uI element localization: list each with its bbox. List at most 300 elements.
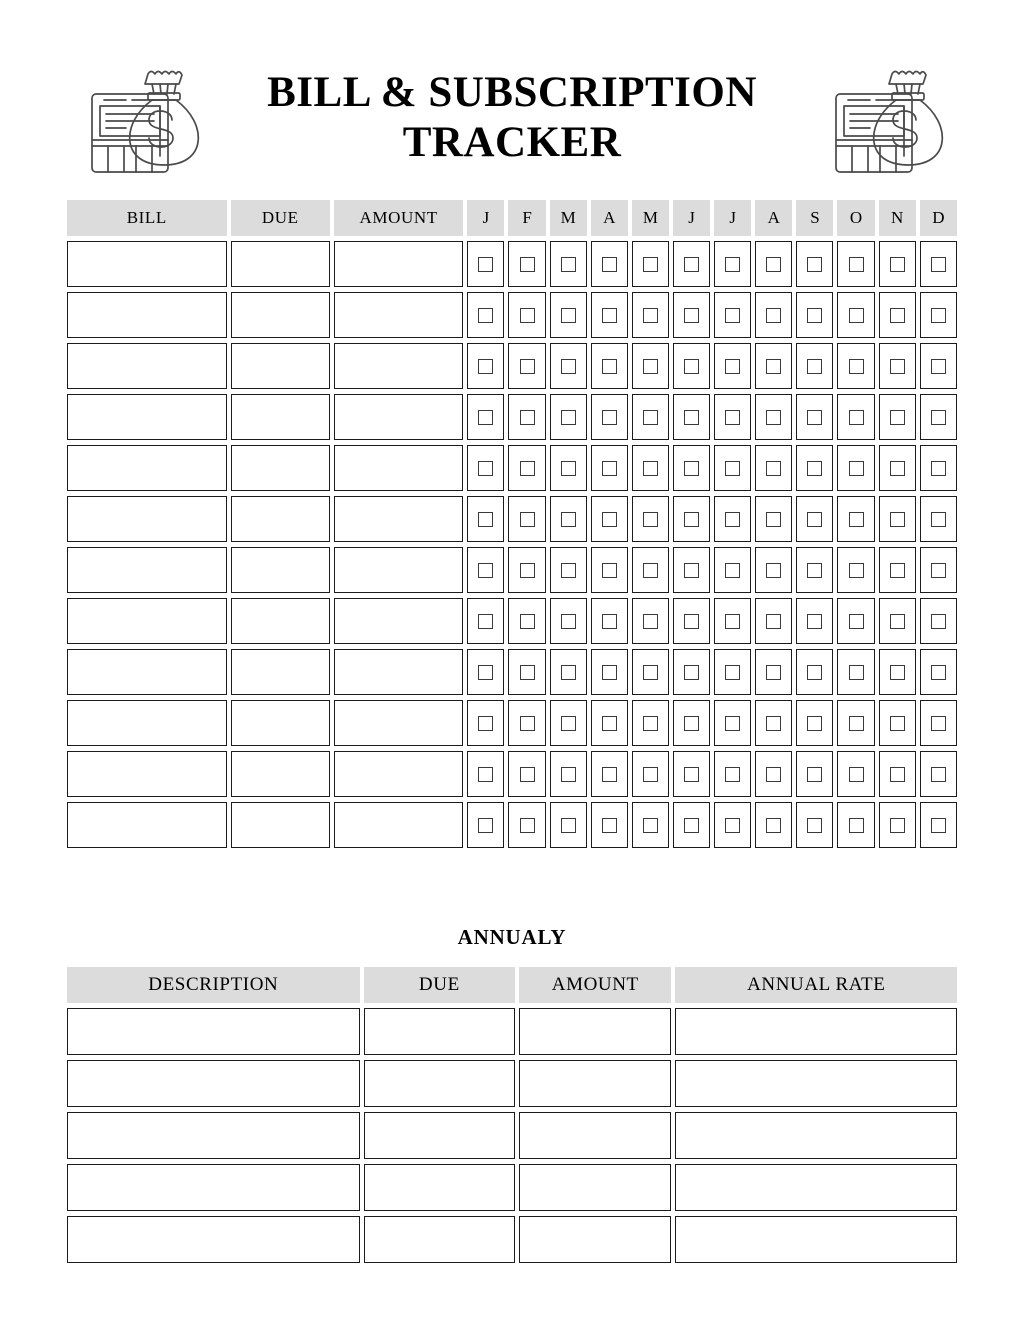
checkbox-icon[interactable] [561,308,576,323]
month-checkbox-cell[interactable] [920,241,957,287]
month-checkbox-cell[interactable] [837,802,874,848]
month-checkbox-cell[interactable] [920,802,957,848]
amount-input-cell[interactable] [519,1008,671,1055]
checkbox-icon[interactable] [725,512,740,527]
checkbox-icon[interactable] [766,716,781,731]
checkbox-icon[interactable] [478,359,493,374]
month-checkbox-cell[interactable] [920,445,957,491]
checkbox-icon[interactable] [643,767,658,782]
checkbox-icon[interactable] [931,665,946,680]
month-checkbox-cell[interactable] [632,445,669,491]
bill-input-cell[interactable] [67,394,227,440]
bill-input-cell[interactable] [67,343,227,389]
month-checkbox-cell[interactable] [632,292,669,338]
month-checkbox-cell[interactable] [755,547,792,593]
month-checkbox-cell[interactable] [837,700,874,746]
month-checkbox-cell[interactable] [591,292,628,338]
checkbox-icon[interactable] [478,716,493,731]
month-checkbox-cell[interactable] [508,649,545,695]
checkbox-icon[interactable] [478,665,493,680]
month-checkbox-cell[interactable] [879,292,916,338]
amount-input-cell[interactable] [334,547,463,593]
description-input-cell[interactable] [67,1112,360,1159]
checkbox-icon[interactable] [725,359,740,374]
checkbox-icon[interactable] [643,716,658,731]
month-checkbox-cell[interactable] [550,598,587,644]
checkbox-icon[interactable] [725,665,740,680]
checkbox-icon[interactable] [684,257,699,272]
checkbox-icon[interactable] [561,359,576,374]
checkbox-icon[interactable] [643,512,658,527]
description-input-cell[interactable] [67,1060,360,1107]
checkbox-icon[interactable] [849,308,864,323]
month-checkbox-cell[interactable] [550,241,587,287]
month-checkbox-cell[interactable] [673,241,710,287]
checkbox-icon[interactable] [931,614,946,629]
month-checkbox-cell[interactable] [550,343,587,389]
month-checkbox-cell[interactable] [879,445,916,491]
checkbox-icon[interactable] [766,512,781,527]
month-checkbox-cell[interactable] [879,649,916,695]
month-checkbox-cell[interactable] [591,241,628,287]
due-input-cell[interactable] [231,547,330,593]
due-input-cell[interactable] [231,241,330,287]
month-checkbox-cell[interactable] [714,445,751,491]
checkbox-icon[interactable] [807,818,822,833]
due-input-cell[interactable] [364,1164,515,1211]
month-checkbox-cell[interactable] [714,598,751,644]
month-checkbox-cell[interactable] [714,802,751,848]
checkbox-icon[interactable] [561,410,576,425]
month-checkbox-cell[interactable] [879,496,916,542]
month-checkbox-cell[interactable] [632,547,669,593]
month-checkbox-cell[interactable] [796,343,833,389]
month-checkbox-cell[interactable] [920,649,957,695]
month-checkbox-cell[interactable] [837,547,874,593]
month-checkbox-cell[interactable] [508,598,545,644]
checkbox-icon[interactable] [931,359,946,374]
month-checkbox-cell[interactable] [550,445,587,491]
checkbox-icon[interactable] [478,614,493,629]
month-checkbox-cell[interactable] [796,394,833,440]
month-checkbox-cell[interactable] [837,241,874,287]
bill-input-cell[interactable] [67,700,227,746]
month-checkbox-cell[interactable] [632,700,669,746]
checkbox-icon[interactable] [602,308,617,323]
due-input-cell[interactable] [231,598,330,644]
checkbox-icon[interactable] [520,818,535,833]
month-checkbox-cell[interactable] [673,751,710,797]
amount-input-cell[interactable] [519,1216,671,1263]
month-checkbox-cell[interactable] [837,751,874,797]
checkbox-icon[interactable] [766,767,781,782]
month-checkbox-cell[interactable] [591,649,628,695]
month-checkbox-cell[interactable] [550,496,587,542]
month-checkbox-cell[interactable] [467,751,504,797]
month-checkbox-cell[interactable] [467,802,504,848]
month-checkbox-cell[interactable] [467,292,504,338]
checkbox-icon[interactable] [766,257,781,272]
checkbox-icon[interactable] [931,512,946,527]
amount-input-cell[interactable] [334,649,463,695]
checkbox-icon[interactable] [520,767,535,782]
month-checkbox-cell[interactable] [591,394,628,440]
checkbox-icon[interactable] [890,716,905,731]
checkbox-icon[interactable] [849,614,864,629]
bill-input-cell[interactable] [67,598,227,644]
checkbox-icon[interactable] [890,614,905,629]
checkbox-icon[interactable] [807,461,822,476]
checkbox-icon[interactable] [766,410,781,425]
checkbox-icon[interactable] [890,410,905,425]
checkbox-icon[interactable] [807,665,822,680]
checkbox-icon[interactable] [478,512,493,527]
month-checkbox-cell[interactable] [673,700,710,746]
checkbox-icon[interactable] [890,359,905,374]
month-checkbox-cell[interactable] [673,394,710,440]
checkbox-icon[interactable] [561,257,576,272]
month-checkbox-cell[interactable] [796,598,833,644]
month-checkbox-cell[interactable] [467,649,504,695]
checkbox-icon[interactable] [684,410,699,425]
month-checkbox-cell[interactable] [837,496,874,542]
month-checkbox-cell[interactable] [673,343,710,389]
checkbox-icon[interactable] [684,563,699,578]
month-checkbox-cell[interactable] [755,343,792,389]
month-checkbox-cell[interactable] [508,241,545,287]
checkbox-icon[interactable] [725,818,740,833]
due-input-cell[interactable] [231,649,330,695]
month-checkbox-cell[interactable] [714,649,751,695]
checkbox-icon[interactable] [890,665,905,680]
month-checkbox-cell[interactable] [755,394,792,440]
month-checkbox-cell[interactable] [714,751,751,797]
month-checkbox-cell[interactable] [591,496,628,542]
checkbox-icon[interactable] [643,410,658,425]
checkbox-icon[interactable] [684,308,699,323]
month-checkbox-cell[interactable] [920,394,957,440]
month-checkbox-cell[interactable] [755,292,792,338]
checkbox-icon[interactable] [807,359,822,374]
due-input-cell[interactable] [231,802,330,848]
checkbox-icon[interactable] [725,563,740,578]
checkbox-icon[interactable] [478,818,493,833]
checkbox-icon[interactable] [602,716,617,731]
checkbox-icon[interactable] [561,665,576,680]
month-checkbox-cell[interactable] [714,547,751,593]
checkbox-icon[interactable] [766,665,781,680]
month-checkbox-cell[interactable] [591,700,628,746]
month-checkbox-cell[interactable] [550,649,587,695]
checkbox-icon[interactable] [684,818,699,833]
month-checkbox-cell[interactable] [467,445,504,491]
checkbox-icon[interactable] [849,410,864,425]
checkbox-icon[interactable] [520,461,535,476]
amount-input-cell[interactable] [519,1112,671,1159]
checkbox-icon[interactable] [602,563,617,578]
checkbox-icon[interactable] [561,563,576,578]
month-checkbox-cell[interactable] [632,649,669,695]
checkbox-icon[interactable] [849,563,864,578]
month-checkbox-cell[interactable] [920,496,957,542]
month-checkbox-cell[interactable] [796,496,833,542]
month-checkbox-cell[interactable] [714,394,751,440]
month-checkbox-cell[interactable] [508,343,545,389]
checkbox-icon[interactable] [725,308,740,323]
checkbox-icon[interactable] [478,410,493,425]
month-checkbox-cell[interactable] [920,751,957,797]
due-input-cell[interactable] [231,343,330,389]
amount-input-cell[interactable] [334,292,463,338]
checkbox-icon[interactable] [890,257,905,272]
month-checkbox-cell[interactable] [591,445,628,491]
checkbox-icon[interactable] [561,512,576,527]
month-checkbox-cell[interactable] [467,343,504,389]
checkbox-icon[interactable] [890,818,905,833]
checkbox-icon[interactable] [478,308,493,323]
checkbox-icon[interactable] [602,461,617,476]
amount-input-cell[interactable] [334,343,463,389]
due-input-cell[interactable] [231,496,330,542]
checkbox-icon[interactable] [520,410,535,425]
checkbox-icon[interactable] [643,563,658,578]
amount-input-cell[interactable] [334,496,463,542]
checkbox-icon[interactable] [684,512,699,527]
description-input-cell[interactable] [67,1164,360,1211]
month-checkbox-cell[interactable] [755,700,792,746]
month-checkbox-cell[interactable] [755,598,792,644]
checkbox-icon[interactable] [478,257,493,272]
checkbox-icon[interactable] [643,614,658,629]
month-checkbox-cell[interactable] [632,241,669,287]
checkbox-icon[interactable] [643,257,658,272]
due-input-cell[interactable] [364,1216,515,1263]
month-checkbox-cell[interactable] [467,496,504,542]
month-checkbox-cell[interactable] [673,445,710,491]
month-checkbox-cell[interactable] [508,547,545,593]
month-checkbox-cell[interactable] [550,751,587,797]
checkbox-icon[interactable] [725,257,740,272]
month-checkbox-cell[interactable] [837,292,874,338]
month-checkbox-cell[interactable] [632,343,669,389]
checkbox-icon[interactable] [561,461,576,476]
checkbox-icon[interactable] [931,461,946,476]
due-input-cell[interactable] [364,1112,515,1159]
amount-input-cell[interactable] [334,394,463,440]
annual-rate-input-cell[interactable] [675,1216,957,1263]
amount-input-cell[interactable] [334,241,463,287]
bill-input-cell[interactable] [67,802,227,848]
description-input-cell[interactable] [67,1216,360,1263]
checkbox-icon[interactable] [766,308,781,323]
bill-input-cell[interactable] [67,496,227,542]
month-checkbox-cell[interactable] [508,445,545,491]
checkbox-icon[interactable] [684,665,699,680]
due-input-cell[interactable] [231,700,330,746]
checkbox-icon[interactable] [807,716,822,731]
month-checkbox-cell[interactable] [591,598,628,644]
month-checkbox-cell[interactable] [796,547,833,593]
month-checkbox-cell[interactable] [550,394,587,440]
checkbox-icon[interactable] [931,308,946,323]
due-input-cell[interactable] [231,445,330,491]
checkbox-icon[interactable] [684,614,699,629]
checkbox-icon[interactable] [684,359,699,374]
month-checkbox-cell[interactable] [879,394,916,440]
month-checkbox-cell[interactable] [508,394,545,440]
month-checkbox-cell[interactable] [755,649,792,695]
annual-rate-input-cell[interactable] [675,1008,957,1055]
checkbox-icon[interactable] [931,716,946,731]
amount-input-cell[interactable] [334,751,463,797]
month-checkbox-cell[interactable] [550,700,587,746]
checkbox-icon[interactable] [478,767,493,782]
checkbox-icon[interactable] [766,461,781,476]
checkbox-icon[interactable] [849,257,864,272]
bill-input-cell[interactable] [67,241,227,287]
checkbox-icon[interactable] [602,512,617,527]
checkbox-icon[interactable] [807,563,822,578]
month-checkbox-cell[interactable] [467,394,504,440]
amount-input-cell[interactable] [519,1060,671,1107]
checkbox-icon[interactable] [643,818,658,833]
month-checkbox-cell[interactable] [591,751,628,797]
month-checkbox-cell[interactable] [467,598,504,644]
checkbox-icon[interactable] [520,512,535,527]
checkbox-icon[interactable] [766,818,781,833]
month-checkbox-cell[interactable] [632,802,669,848]
month-checkbox-cell[interactable] [632,496,669,542]
month-checkbox-cell[interactable] [755,802,792,848]
amount-input-cell[interactable] [334,598,463,644]
checkbox-icon[interactable] [766,359,781,374]
checkbox-icon[interactable] [520,308,535,323]
checkbox-icon[interactable] [849,767,864,782]
checkbox-icon[interactable] [561,716,576,731]
checkbox-icon[interactable] [684,767,699,782]
due-input-cell[interactable] [364,1008,515,1055]
checkbox-icon[interactable] [931,767,946,782]
month-checkbox-cell[interactable] [591,343,628,389]
month-checkbox-cell[interactable] [837,598,874,644]
checkbox-icon[interactable] [602,665,617,680]
checkbox-icon[interactable] [725,716,740,731]
checkbox-icon[interactable] [643,359,658,374]
month-checkbox-cell[interactable] [879,598,916,644]
annual-rate-input-cell[interactable] [675,1112,957,1159]
month-checkbox-cell[interactable] [714,241,751,287]
checkbox-icon[interactable] [890,767,905,782]
checkbox-icon[interactable] [807,257,822,272]
month-checkbox-cell[interactable] [508,700,545,746]
month-checkbox-cell[interactable] [673,496,710,542]
month-checkbox-cell[interactable] [920,547,957,593]
month-checkbox-cell[interactable] [508,802,545,848]
checkbox-icon[interactable] [849,665,864,680]
month-checkbox-cell[interactable] [673,649,710,695]
checkbox-icon[interactable] [807,410,822,425]
month-checkbox-cell[interactable] [550,292,587,338]
month-checkbox-cell[interactable] [755,241,792,287]
month-checkbox-cell[interactable] [632,598,669,644]
bill-input-cell[interactable] [67,547,227,593]
month-checkbox-cell[interactable] [796,700,833,746]
checkbox-icon[interactable] [520,665,535,680]
checkbox-icon[interactable] [602,614,617,629]
month-checkbox-cell[interactable] [920,700,957,746]
checkbox-icon[interactable] [643,665,658,680]
checkbox-icon[interactable] [807,512,822,527]
checkbox-icon[interactable] [725,461,740,476]
bill-input-cell[interactable] [67,649,227,695]
checkbox-icon[interactable] [602,767,617,782]
month-checkbox-cell[interactable] [508,496,545,542]
checkbox-icon[interactable] [602,410,617,425]
checkbox-icon[interactable] [561,614,576,629]
checkbox-icon[interactable] [849,359,864,374]
month-checkbox-cell[interactable] [879,547,916,593]
month-checkbox-cell[interactable] [920,292,957,338]
amount-input-cell[interactable] [334,445,463,491]
checkbox-icon[interactable] [643,308,658,323]
checkbox-icon[interactable] [725,614,740,629]
checkbox-icon[interactable] [643,461,658,476]
due-input-cell[interactable] [231,394,330,440]
month-checkbox-cell[interactable] [755,496,792,542]
checkbox-icon[interactable] [849,716,864,731]
month-checkbox-cell[interactable] [755,445,792,491]
checkbox-icon[interactable] [931,257,946,272]
month-checkbox-cell[interactable] [714,292,751,338]
month-checkbox-cell[interactable] [673,598,710,644]
month-checkbox-cell[interactable] [879,700,916,746]
checkbox-icon[interactable] [890,512,905,527]
month-checkbox-cell[interactable] [837,445,874,491]
month-checkbox-cell[interactable] [508,292,545,338]
amount-input-cell[interactable] [519,1164,671,1211]
month-checkbox-cell[interactable] [920,343,957,389]
month-checkbox-cell[interactable] [673,547,710,593]
month-checkbox-cell[interactable] [714,496,751,542]
checkbox-icon[interactable] [520,359,535,374]
month-checkbox-cell[interactable] [714,700,751,746]
checkbox-icon[interactable] [890,461,905,476]
amount-input-cell[interactable] [334,802,463,848]
month-checkbox-cell[interactable] [550,547,587,593]
checkbox-icon[interactable] [561,767,576,782]
checkbox-icon[interactable] [807,767,822,782]
checkbox-icon[interactable] [602,359,617,374]
month-checkbox-cell[interactable] [467,241,504,287]
month-checkbox-cell[interactable] [467,700,504,746]
checkbox-icon[interactable] [684,461,699,476]
checkbox-icon[interactable] [931,410,946,425]
checkbox-icon[interactable] [766,614,781,629]
due-input-cell[interactable] [364,1060,515,1107]
month-checkbox-cell[interactable] [508,751,545,797]
due-input-cell[interactable] [231,292,330,338]
amount-input-cell[interactable] [334,700,463,746]
checkbox-icon[interactable] [520,257,535,272]
description-input-cell[interactable] [67,1008,360,1055]
checkbox-icon[interactable] [849,512,864,527]
checkbox-icon[interactable] [849,818,864,833]
month-checkbox-cell[interactable] [837,649,874,695]
month-checkbox-cell[interactable] [879,343,916,389]
month-checkbox-cell[interactable] [879,751,916,797]
month-checkbox-cell[interactable] [714,343,751,389]
month-checkbox-cell[interactable] [796,445,833,491]
